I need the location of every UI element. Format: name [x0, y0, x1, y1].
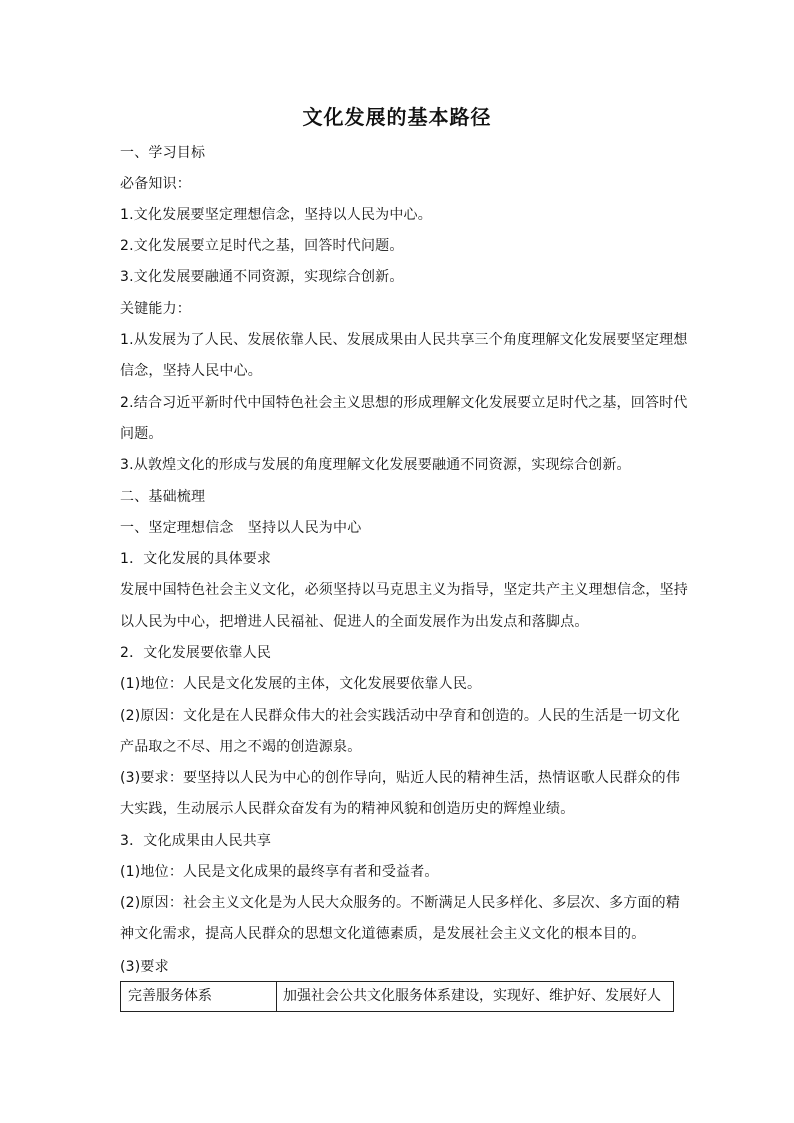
paragraph-1-line-1: 发展中国特色社会主义文化，必须坚持以马克思主义为指导，坚定共产主义理想信念，坚持 [120, 582, 688, 598]
ability-item-3: 3.从敦煌文化的形成与发展的角度理解文化发展要融通不同资源，实现综合创新。 [120, 457, 631, 473]
point-heading-3: 3．文化成果由人民共享 [120, 833, 272, 849]
ability-item-1-line-1: 1.从发展为了人民、发展依靠人民、发展成果由人民共享三个角度理解文化发展要坚定理想 [120, 332, 688, 348]
point-heading-2: 2．文化发展要依靠人民 [120, 645, 272, 661]
point-2-item-1: (1)地位：人民是文化发展的主体，文化发展要依靠人民。 [120, 676, 482, 692]
point-3-item-2-line-1: (2)原因：社会主义文化是为人民大众服务的。不断满足人民多样化、多层次、多方面的精 [120, 895, 681, 911]
point-2-item-2-line-2: 产品取之不尽、用之不竭的创造源泉。 [120, 739, 362, 755]
subheading-key-abilities: 关键能力： [120, 301, 191, 317]
point-3-item-3: (3)要求 [120, 959, 169, 975]
point-3-item-1: (1)地位：人民是文化成果的最终享有者和受益者。 [120, 864, 439, 880]
subsection-heading-1: 一、坚定理想信念 坚持以人民为中心 [120, 520, 362, 536]
point-2-item-3-line-2: 大实践，生动展示人民群众奋发有为的精神风貌和创造历史的辉煌业绩。 [120, 801, 575, 817]
requirements-table [120, 981, 674, 1012]
table-cell-label: 完善服务体系 [121, 982, 277, 1011]
table-cell-content: 加强社会公共文化服务体系建设，实现好、维护好、发展好人 [283, 988, 661, 1004]
knowledge-item-1: 1.文化发展要坚定理想信念，坚持以人民为中心。 [120, 207, 432, 223]
point-3-item-2-line-2: 神文化需求，提高人民群众的思想文化道德素质，是发展社会主义文化的根本目的。 [120, 926, 646, 942]
ability-item-2-line-2: 问题。 [120, 426, 163, 442]
section-heading-basics: 二、基础梳理 [120, 489, 206, 505]
ability-item-1-line-2: 信念，坚持人民中心。 [120, 363, 262, 379]
point-2-item-3-line-1: (3)要求：要坚持以人民为中心的创作导向，贴近人民的精神生活，热情讴歌人民群众的伟 [120, 770, 681, 786]
section-heading-learning-goals: 一、学习目标 [120, 145, 206, 161]
knowledge-item-3: 3.文化发展要融通不同资源，实现综合创新。 [120, 269, 404, 285]
point-heading-1: 1．文化发展的具体要求 [120, 551, 272, 567]
point-2-item-2-line-1: (2)原因：文化是在人民群众伟大的社会实践活动中孕育和创造的。人民的生活是一切文化 [120, 708, 681, 724]
ability-item-2-line-1: 2.结合习近平新时代中国特色社会主义思想的形成理解文化发展要立足时代之基，回答时代 [120, 395, 688, 411]
document-title: 文化发展的基本路径 [302, 105, 492, 129]
paragraph-1-line-2: 以人民为中心，把增进人民福祉、促进人的全面发展作为出发点和落脚点。 [120, 614, 589, 630]
knowledge-item-2: 2.文化发展要立足时代之基，回答时代问题。 [120, 238, 404, 254]
subheading-required-knowledge: 必备知识： [120, 176, 191, 192]
